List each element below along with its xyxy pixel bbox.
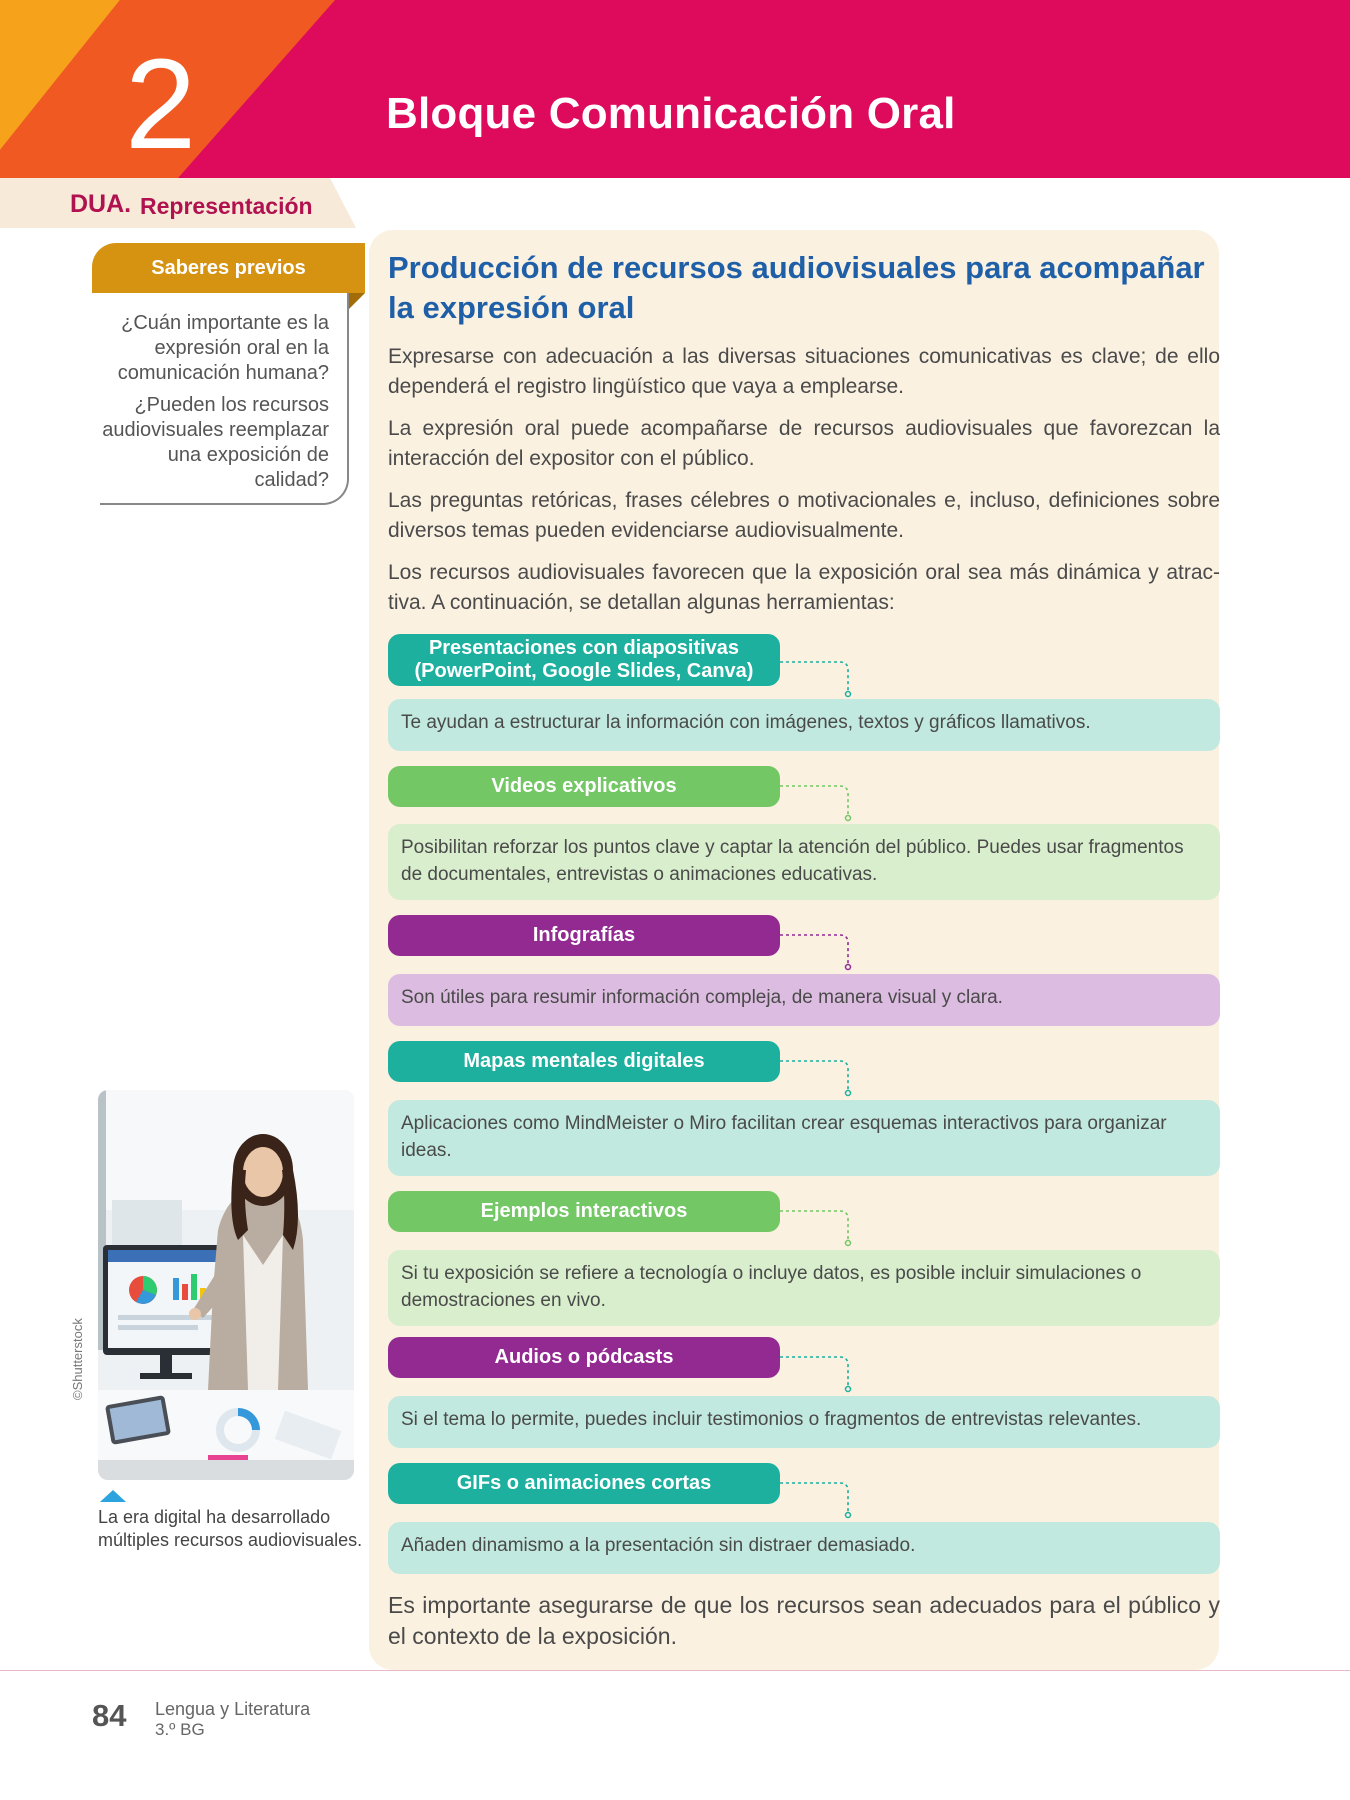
block-title: Bloque Comunicación Oral	[386, 89, 956, 138]
paragraph: La expresión oral puede acompañarse de recursos audiovisuales que favorezcan la interacción del expositor con el público.	[388, 417, 1220, 470]
tool-description: Aplicaciones como MindMeister o Miro facilitan crear esquemas interactivos para organizar ideas.	[388, 1100, 1220, 1176]
block-number: 2	[125, 33, 197, 176]
tool-label-line: (PowerPoint, Google Slides, Canva)	[414, 660, 754, 682]
tool-label-infografias: Infografías	[388, 915, 780, 956]
connector-icon	[780, 780, 852, 822]
tool-label-videos: Videos explicativos	[388, 766, 780, 807]
tool-description: Son útiles para resumir información compleja, de manera visual y clara.	[388, 974, 1220, 1026]
connector-icon	[780, 1351, 852, 1393]
tool-label-mapas: Mapas mentales digitales	[388, 1041, 780, 1082]
image-credit: ©Shutterstock	[70, 1318, 85, 1400]
dua-label: DUA.	[70, 190, 132, 218]
connector-icon	[780, 656, 852, 698]
tool-description: Si el tema lo permite, puedes incluir testimonios o fragmentos de entrevistas relevantes.	[388, 1396, 1220, 1448]
tool-description: Posibilitan reforzar los puntos clave y captar la atención del público. Puedes usar fragmentos de documentales, entrevistas o animaciones educativas.	[388, 824, 1220, 900]
saberes-previos-tab: Saberes previos	[92, 243, 365, 293]
caption-arrow-icon	[100, 1490, 126, 1502]
footer-subject: Lengua y Literatura	[155, 1699, 311, 1719]
tool-label-line: Presentaciones con diapositivas	[428, 637, 740, 659]
tool-label-presentaciones	[388, 634, 780, 686]
saberes-previos-box	[100, 293, 349, 505]
closing-paragraph: Es importante asegurarse de que los recursos sean adecuados para el público y el contexto de la exposición.	[388, 1592, 1220, 1649]
connector-icon	[780, 1477, 852, 1519]
connector-icon	[780, 1205, 852, 1247]
page-number: 84	[92, 1698, 127, 1733]
saberes-question: ¿Cuán importante es la expresión oral en la comunicación humana?	[117, 312, 329, 384]
connector-icon	[780, 929, 852, 971]
tool-label-ejemplos: Ejemplos interactivos	[388, 1191, 780, 1232]
footer-divider	[0, 1670, 1350, 1671]
footer-grade: 3.º BG	[155, 1720, 205, 1739]
paragraph: Expresarse con adecuación a las diversas situaciones comunicativas es clave; de ello dependerá el registro lingüístico que vaya a emplearse.	[388, 345, 1220, 398]
paragraph: Las preguntas retóricas, frases célebres o motivacionales e, incluso, definiciones sobre diversos temas pueden evidenciarse audiovisualmente.	[388, 489, 1220, 542]
connector-icon	[780, 1055, 852, 1097]
tool-description: Añaden dinamismo a la presentación sin distraer demasiado.	[388, 1522, 1220, 1574]
dua-category: Representación	[140, 193, 313, 219]
section-title: Producción de recursos audiovisuales para acompañar la expresión oral	[388, 250, 1205, 325]
presenter-illustration	[98, 1090, 354, 1480]
tool-description: Si tu exposición se refiere a tecnología o incluye datos, es posible incluir simulaciones o demostraciones en vivo.	[388, 1250, 1220, 1326]
tool-label-gifs: GIFs o animaciones cortas	[388, 1463, 780, 1504]
saberes-question: ¿Pueden los recursos audiovisuales reemplazar una exposición de calidad?	[102, 394, 329, 491]
tool-description: Te ayudan a estructurar la información con imágenes, textos y gráficos llamativos.	[388, 699, 1220, 751]
paragraph: Los recursos audiovisuales favorecen que la exposición oral sea más dinámica y atrac-tiva. A continuación, se detallan algunas herramientas:	[388, 561, 1220, 614]
saberes-tab-fold	[349, 293, 365, 309]
presenter-photo	[98, 1090, 354, 1480]
tool-label-audios: Audios o pódcasts	[388, 1337, 780, 1378]
image-caption: La era digital ha desarrollado múltiples recursos audiovisuales.	[98, 1507, 363, 1550]
chapter-header	[0, 0, 1350, 178]
